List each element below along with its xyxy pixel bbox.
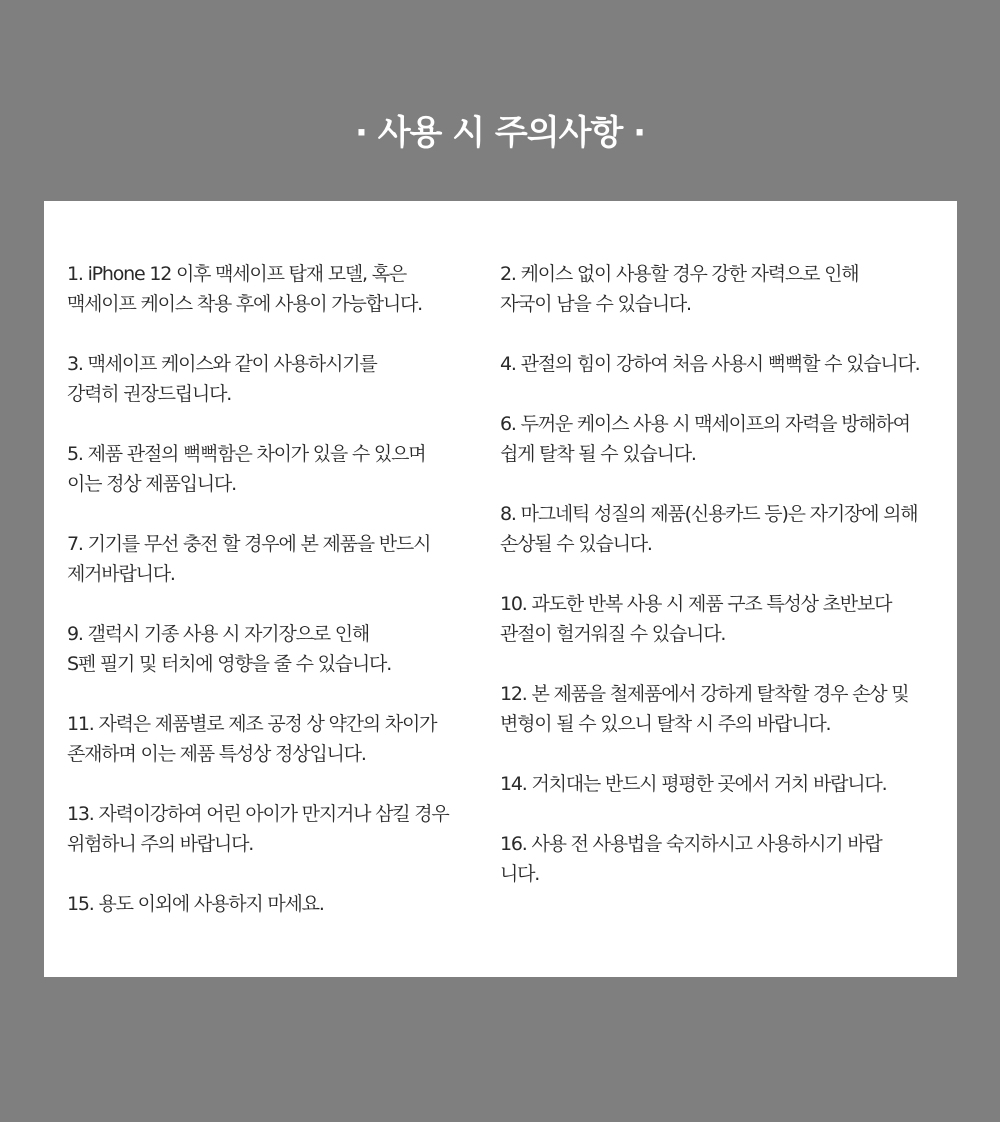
note-6 <box>500 409 940 469</box>
note-5-line-1: 5. 제품 관절의 뻑뻑함은 차이가 있을 수 있으며 <box>67 443 426 465</box>
note-10 <box>500 589 940 649</box>
note-10-line-2: 관절이 헐거워질 수 있습니다. <box>500 623 726 645</box>
note-9-line-1: 9. 갤럭시 기종 사용 시 자기장으로 인해 <box>67 623 370 645</box>
note-4 <box>500 349 940 379</box>
note-7 <box>67 529 472 589</box>
note-13-line-1: 13. 자력이강하여 어린 아이가 만지거나 삼킬 경우 <box>67 803 449 825</box>
note-12-line-2: 변형이 될 수 있으니 탈착 시 주의 바랍니다. <box>500 713 831 735</box>
note-11 <box>67 709 472 769</box>
note-1-line-1: 1. iPhone 12 이후 맥세이프 탑재 모델, 혹은 <box>67 263 407 285</box>
note-8 <box>500 499 940 559</box>
note-9 <box>67 619 472 679</box>
note-10-line-1: 10. 과도한 반복 사용 시 제품 구조 특성상 초반보다 <box>500 593 892 615</box>
note-8-line-1: 8. 마그네틱 성질의 제품(신용카드 등)은 자기장에 의해 <box>500 503 918 525</box>
note-16 <box>500 829 940 889</box>
note-2-line-2: 자국이 남을 수 있습니다. <box>500 293 691 315</box>
note-7-line-2: 제거바랍니다. <box>67 563 175 585</box>
note-15-line-1: 15. 용도 이외에 사용하지 마세요. <box>67 893 324 915</box>
page-title: · 사용 시 주의사항 · <box>354 113 646 153</box>
note-13 <box>67 799 472 859</box>
note-3-line-1: 3. 맥세이프 케이스와 같이 사용하시기를 <box>67 353 377 375</box>
note-11-line-1: 11. 자력은 제품별로 제조 공정 상 약간의 차이가 <box>67 713 437 735</box>
note-14-line-1: 14. 거치대는 반드시 평평한 곳에서 거치 바랍니다. <box>500 773 887 795</box>
note-2 <box>500 259 940 319</box>
notes-card <box>44 201 957 977</box>
note-16-line-1: 16. 사용 전 사용법을 숙지하시고 사용하시기 바랍 <box>500 833 882 855</box>
note-1-line-2: 맥세이프 케이스 착용 후에 사용이 가능합니다. <box>67 293 422 315</box>
note-9-line-2: S펜 필기 및 터치에 영향을 줄 수 있습니다. <box>67 653 392 675</box>
note-5-line-2: 이는 정상 제품입니다. <box>67 473 236 495</box>
note-12-line-1: 12. 본 제품을 철제품에서 강하게 탈착할 경우 손상 및 <box>500 683 909 705</box>
note-12 <box>500 679 940 739</box>
note-2-line-1: 2. 케이스 없이 사용할 경우 강한 자력으로 인해 <box>500 263 859 285</box>
note-5 <box>67 439 472 499</box>
note-1 <box>67 259 472 319</box>
notes-left-column <box>67 259 472 949</box>
note-15 <box>67 889 472 919</box>
note-3 <box>67 349 472 409</box>
notes-right-column <box>500 259 940 919</box>
note-16-line-2: 니다. <box>500 863 540 885</box>
note-4-line-1: 4. 관절의 힘이 강하여 처음 사용시 뻑뻑할 수 있습니다. <box>500 353 920 375</box>
note-13-line-2: 위험하니 주의 바랍니다. <box>67 833 254 855</box>
note-6-line-1: 6. 두꺼운 케이스 사용 시 맥세이프의 자력을 방해하여 <box>500 413 910 435</box>
note-3-line-2: 강력히 권장드립니다. <box>67 383 232 405</box>
note-11-line-2: 존재하며 이는 제품 특성상 정상입니다. <box>67 743 366 765</box>
note-8-line-2: 손상될 수 있습니다. <box>500 533 652 555</box>
note-6-line-2: 쉽게 탈착 될 수 있습니다. <box>500 443 696 465</box>
note-7-line-1: 7. 기기를 무선 충전 할 경우에 본 제품을 반드시 <box>67 533 431 555</box>
note-14 <box>500 769 940 799</box>
